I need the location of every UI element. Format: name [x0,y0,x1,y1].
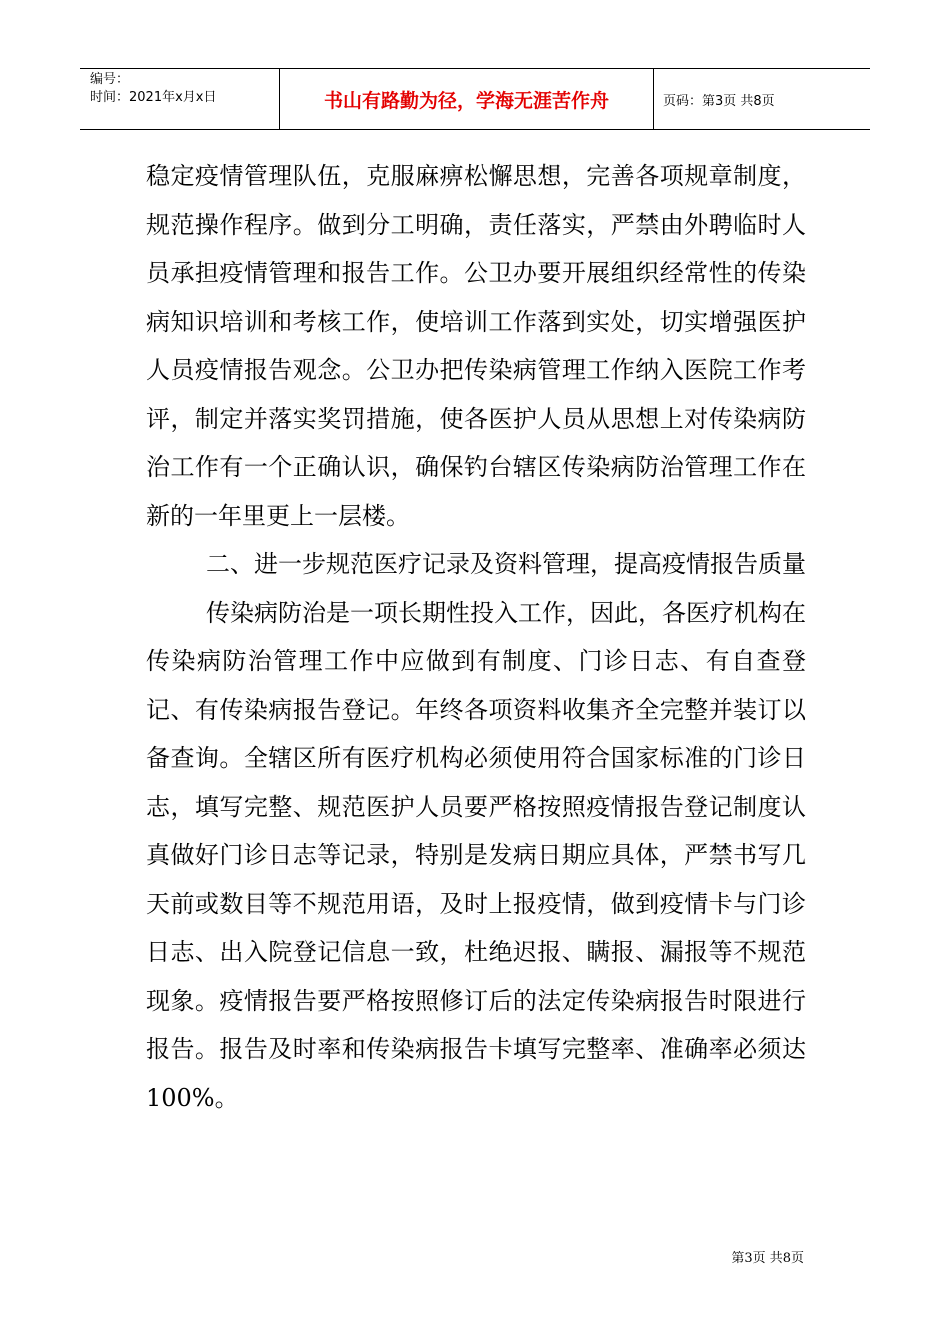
header-meta [80,69,280,129]
document-body [146,152,806,1122]
page-header [80,68,870,130]
page-footer: 第3页 共8页 [731,1251,804,1266]
header-motto-cell [280,69,654,129]
header-page-cell [654,69,870,129]
paragraph-2: 传染病防治是一项长期性投入工作，因此，各医疗机构在传染病防治管理工作中应做到有制度、门诊日志、有自查登记、有传染病报告登记。年终各项资料收集齐全完整并装订以备查询。全辖区所有医疗机构必须使用符合国家标准的门诊日志，填写完整、规范医护人员要严格按照疫情报告登记制度认真做好门诊日志等记录，特别是发病日期应具体，严禁书写几天前或数目等不规范用语，及时上报疫情，做到疫情卡与门诊日志、出入院登记信息一致，杜绝迟报、瞒报、漏报等不规范现象。疫情报告要严格按照修订后的法定传染病报告时限进行报告。报告及时率和传染病报告卡填写完整率、准确率必须达100%。 [146,598,806,1112]
page-label: 页码：第3页 共8页 [663,93,775,109]
motto-text: 书山有路勤为径，学海无涯苦作舟 [323,89,609,112]
section-heading-2: 二、进一步规范医疗记录及资料管理，提高疫情报告质量 [206,550,806,578]
number-label: 编号： [90,72,130,87]
paragraph-1: 稳定疫情管理队伍，克服麻痹松懈思想，完善各项规章制度，规范操作程序。做到分工明确，责任落实，严禁由外聘临时人员承担疫情管理和报告工作。公卫办要开展组织经常性的传染病知识培训和考核工作，使培训工作落到实处，切实增强医护人员疫情报告观念。公卫办把传染病管理工作纳入医院工作考评，制定并落实奖罚措施，使各医护人员从思想上对传染病防治工作有一个正确认识，确保钓台辖区传染病防治管理工作在新的一年里更上一层楼。 [146,162,806,530]
time-label: 时间：2021年x月x日 [90,90,217,105]
